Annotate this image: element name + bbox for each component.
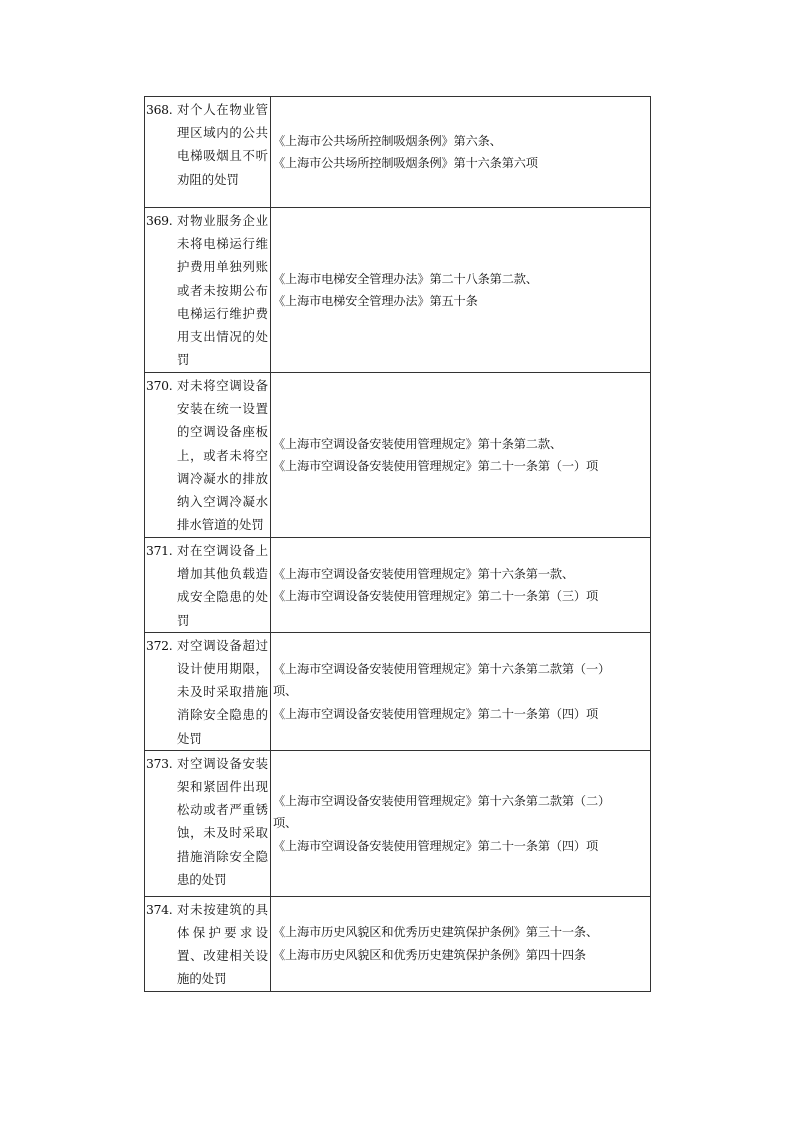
item-cell — [145, 97, 271, 208]
item-text: 对个人在物业管理区域内的公共电梯吸烟且不听劝阻的处罚 — [177, 102, 268, 187]
basis-line: 《上海市历史风貌区和优秀历史建筑保护条例》第四十四条 — [273, 947, 586, 962]
item-cell — [145, 538, 271, 633]
basis-line: 《上海市公共场所控制吸烟条例》第十六条第六项 — [273, 156, 538, 170]
basis-line: 《上海市公共场所控制吸烟条例》第六条、 — [273, 133, 502, 148]
basis-cell — [271, 896, 651, 991]
table-row — [145, 208, 651, 373]
item-number: 374. — [146, 901, 173, 917]
item-cell — [145, 632, 271, 750]
item-cell — [145, 896, 271, 991]
item-number: 371. — [146, 543, 173, 558]
basis-line: 《上海市空调设备安装使用管理规定》第二十一条第（四）项 — [273, 706, 599, 721]
item-text: 对在空调设备上增加其他负载造成安全隐患的处罚 — [177, 543, 268, 628]
basis-line: 《上海市空调设备安装使用管理规定》第十六条第二款第（二） — [273, 793, 611, 808]
basis-line: 《上海市电梯安全管理办法》第五十条 — [273, 294, 478, 308]
table-row — [145, 896, 651, 991]
item-number: 372. — [146, 637, 173, 653]
table-row — [145, 632, 651, 750]
basis-cell — [271, 208, 651, 373]
penalty-basis-table — [144, 96, 651, 992]
item-cell — [145, 208, 271, 373]
item-text: 对空调设备安装架和紧固件出现松动或者严重锈蚀，未及时采取措施消除安全隐患的处罚 — [177, 755, 268, 887]
basis-line: 《上海市空调设备安装使用管理规定》第二十一条第（四）项 — [273, 838, 599, 853]
table-row — [145, 373, 651, 538]
basis-cell — [271, 750, 651, 896]
basis-line: 项、 — [273, 684, 298, 699]
item-number: 370. — [146, 378, 173, 393]
item-cell — [145, 750, 271, 896]
basis-line: 《上海市空调设备安装使用管理规定》第十六条第一款、 — [273, 566, 574, 581]
item-cell — [145, 373, 271, 538]
table-row — [145, 97, 651, 208]
basis-line: 《上海市电梯安全管理办法》第二十八条第二款、 — [273, 271, 538, 286]
basis-cell — [271, 373, 651, 538]
basis-line: 《上海市空调设备安装使用管理规定》第二十一条第（三）项 — [273, 588, 599, 603]
basis-line: 《上海市空调设备安装使用管理规定》第十条第二款、 — [273, 436, 562, 451]
table-row — [145, 538, 651, 633]
table-row — [145, 750, 651, 896]
basis-line: 《上海市空调设备安装使用管理规定》第十六条第二款第（一） — [273, 661, 611, 676]
basis-line: 《上海市历史风貌区和优秀历史建筑保护条例》第三十一条、 — [273, 925, 599, 940]
item-text: 对物业服务企业未将电梯运行维护费用单独列账或者未按期公布电梯运行维护费用支出情况的处罚 — [177, 213, 268, 368]
item-number: 368. — [146, 102, 173, 117]
item-text: 对未将空调设备安装在统一设置的空调设备座板上，或者未将空调冷凝水的排放纳入空调冷凝水排水管道的处罚 — [177, 378, 268, 533]
basis-cell — [271, 538, 651, 633]
item-text: 对未按建筑的具体保护要求设置、改建相关设施的处罚 — [177, 901, 268, 987]
item-text: 对空调设备超过设计使用期限，未及时采取措施消除安全隐患的处罚 — [177, 637, 268, 746]
basis-line: 项、 — [273, 816, 298, 831]
basis-cell — [271, 97, 651, 208]
item-number: 369. — [146, 213, 173, 228]
item-number: 373. — [146, 755, 173, 771]
basis-line: 《上海市空调设备安装使用管理规定》第二十一条第（一）项 — [273, 459, 599, 473]
basis-cell — [271, 632, 651, 750]
